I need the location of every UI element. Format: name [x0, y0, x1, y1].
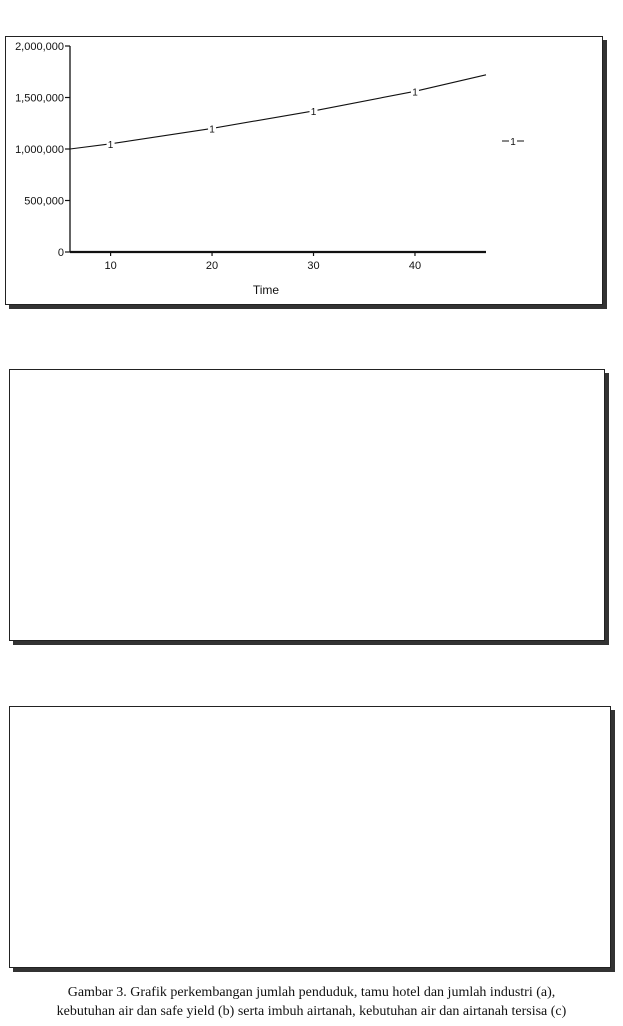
y-tick-label: 0 [57, 247, 64, 259]
x-tick-label: 40 [408, 260, 422, 272]
x-axis-label: Time [252, 283, 280, 297]
y-tick-label: 500,000 [24, 195, 64, 208]
chart-a [15, 41, 524, 297]
caption-line-2: kebutuhan air dan safe yield (b) serta imbuh airtanah, kebutuhan air dan airtanah tersisa (c) [56, 1004, 567, 1019]
caption-line-1: Gambar 3. Grafik perkembangan jumlah penduduk, tamu hotel dan jumlah industri (a), [67, 985, 556, 1000]
y-tick-label: 2,000,000 [15, 41, 64, 53]
x-tick-label: 20 [205, 260, 219, 272]
series-marker-Penduduk: 1 [310, 106, 317, 118]
series-marker-Penduduk: 1 [107, 139, 114, 151]
series-marker-Penduduk: 1 [412, 87, 418, 99]
x-tick-label: 10 [104, 260, 117, 272]
figure-caption [0, 983, 623, 1021]
y-tick-label: 1,000,000 [15, 144, 64, 156]
legend-marker: 1 [510, 137, 516, 148]
x-tick-label: 30 [307, 260, 320, 272]
y-tick-label: 1,500,000 [15, 92, 64, 105]
series-marker-Penduduk: 1 [209, 124, 215, 136]
series-line-Penduduk [70, 75, 486, 149]
